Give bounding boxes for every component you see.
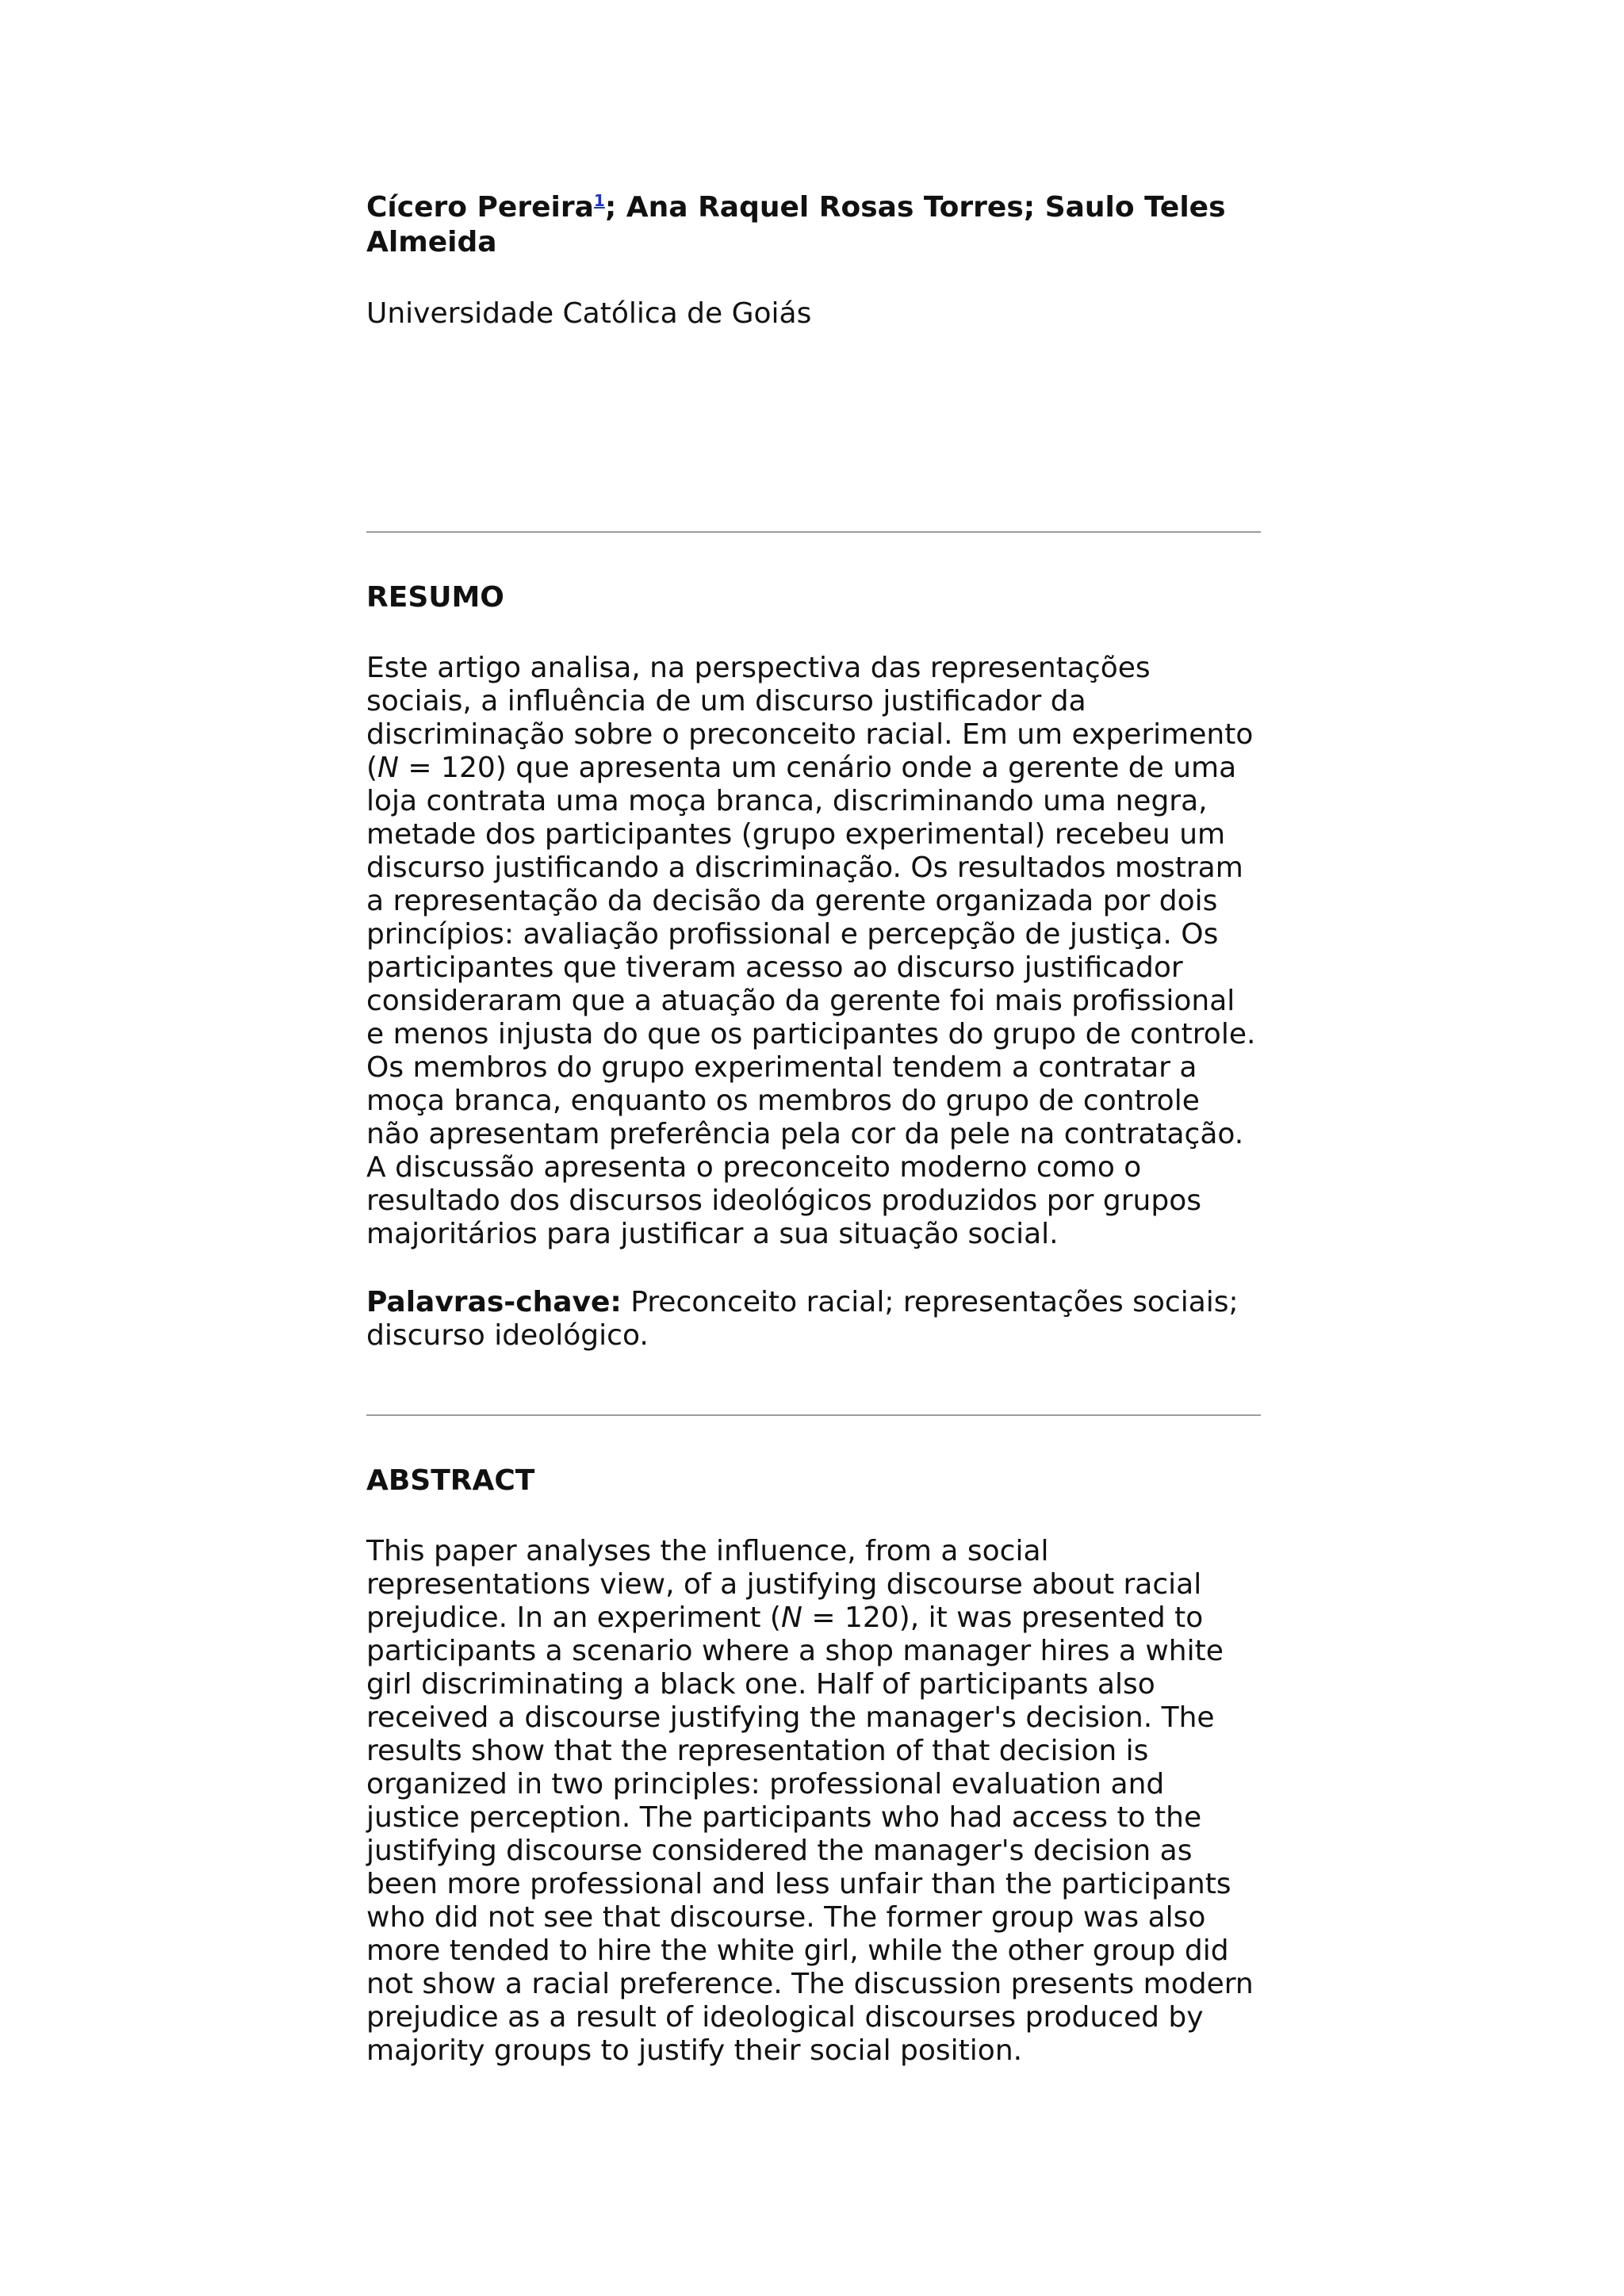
- keywords-list: Preconceito racial; representações sociais; discurso ideológico.: [366, 1286, 1239, 1352]
- abstract-text-part: This paper analyses the influence, from a social representations view, of a justifying discourse about racial prejudice. In an experiment (: [366, 1535, 1202, 1634]
- resumo-text-part: = 120) que apresenta um cenário onde a gerente de uma loja contrata uma moça branca, discriminando uma negra, metade dos participantes (grupo experimental) recebeu um discurso justificando a discriminação. Os resultados mostram a representação da decisão da gerente organizada por dois princípios: avaliação profissional e percepção de justiça. Os participantes que tiveram acesso ao discurso justificador consideraram que a atuação da gerente foi mais profissional e menos injusta do que os participantes do grupo de controle. Os membros do grupo experimental tendem a contratar a moça branca, enquanto os membros do grupo de controle não apresentam preferência pela cor da pele na contratação. A discussão apresenta o preconceito moderno como o resultado dos discursos ideológicos produzidos por grupos majoritários para justificar a sua situação social.: [366, 752, 1256, 1250]
- resumo-text: [366, 652, 1261, 1251]
- keywords-label: Palavras-chave:: [366, 1286, 622, 1318]
- abstract-text: [366, 1535, 1261, 2068]
- n-symbol: N: [377, 752, 399, 784]
- abstract-heading: ABSTRACT: [366, 1464, 535, 1497]
- keywords: [366, 1286, 1261, 1353]
- resumo-heading: RESUMO: [366, 581, 504, 614]
- divider: [366, 1414, 1261, 1416]
- abstract-text-part: = 120), it was presented to participants a scenario where a shop manager hires a white girl discriminating a black one. Half of participants also received a discourse justifying the manager's decision. The results show that the representation of that decision is organized in two principles: professional evaluation and justice perception. The participants who had access to the justifying discourse considered the manager's decision as been more professional and less unfair than the participants who did not see that discourse. The former group was also more tended to hire the white girl, while the other group did not show a racial preference. The discussion presents modern prejudice as a result of ideological discourses produced by majority groups to justify their social position.: [366, 1601, 1254, 2067]
- resumo-text-part: Este artigo analisa, na perspectiva das representações sociais, a influência de um discurso justificador da discriminação sobre o preconceito racial. Em um experimento (: [366, 652, 1254, 784]
- footnote-marker: [594, 191, 605, 210]
- n-symbol: N: [780, 1601, 802, 1634]
- authors-line: [366, 190, 1261, 260]
- article-header: [366, 190, 1261, 2067]
- footnote-link[interactable]: 1: [593, 191, 605, 210]
- author-name: Cícero Pereira: [366, 191, 594, 224]
- affiliation: Universidade Católica de Goiás: [366, 297, 812, 330]
- coauthors: ; Ana Raquel Rosas Torres; Saulo Teles Almeida: [366, 191, 1226, 258]
- divider: [366, 531, 1261, 533]
